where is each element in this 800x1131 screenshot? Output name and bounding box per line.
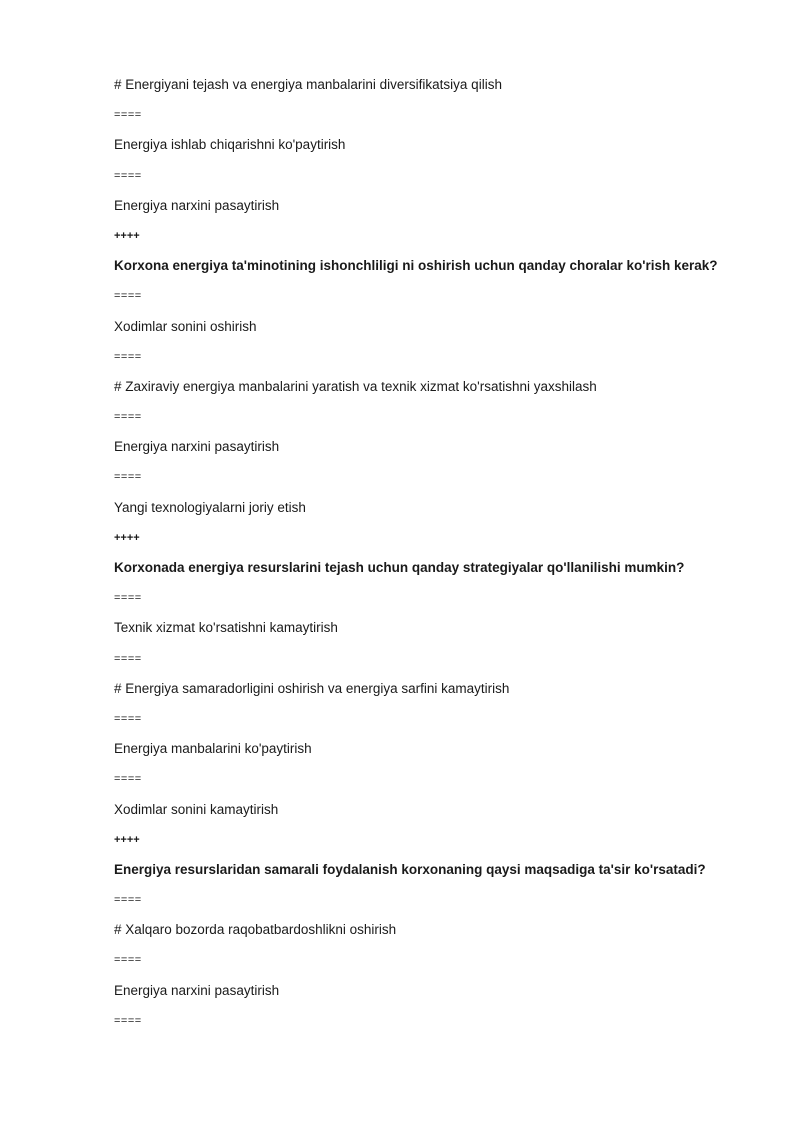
separator-line: ==== [114,169,142,182]
question-delimiter: ++++ [114,229,140,242]
separator-line: ==== [114,592,142,605]
question-text: Korxonada energiya resurslarini tejash uchun qanday strategiyalar qo'llanilishi mumkin? [114,560,685,575]
separator-line: ==== [114,350,142,363]
answer-option: # Energiya samaradorligini oshirish va energiya sarfini kamaytirish [114,680,510,696]
question-delimiter: ++++ [114,833,140,846]
answer-option: # Zaxiraviy energiya manbalarini yaratish va texnik xizmat ko'rsatishni yaxshilash [114,378,597,394]
separator-line: ==== [114,109,142,122]
separator-line: ==== [114,471,142,484]
question-text: Korxona energiya ta'minotining ishonchliligi ni oshirish uchun qanday choralar ko'rish kerak? [114,258,718,274]
separator-line: ==== [114,652,142,665]
separator-line: ==== [114,712,142,725]
answer-option: Texnik xizmat ko'rsatishni kamaytirish [114,620,338,636]
separator-line: ==== [114,411,142,424]
answer-option: # Energiyani tejash va energiya manbalarini diversifikatsiya qilish [114,77,502,92]
answer-option: Yangi texnologiyalarni joriy etish [114,499,306,515]
answer-option: Xodimlar sonini kamaytirish [114,801,279,817]
question-delimiter: ++++ [114,531,140,544]
separator-line: ==== [114,773,142,786]
question-text: Energiya resurslaridan samarali foydalanish korxonaning qaysi maqsadiga ta'sir ko'rsatadi? [114,861,706,877]
answer-option: Energiya narxini pasaytirish [114,197,280,213]
answer-option: Energiya manbalarini ko'paytirish [114,741,312,757]
answer-option: # Xalqaro bozorda raqobatbardoshlikni oshirish [114,922,397,938]
separator-line: ==== [114,894,142,907]
answer-option: Xodimlar sonini oshirish [114,318,257,334]
separator-line: ==== [114,954,142,967]
document-body [114,76,754,1042]
answer-option: Energiya narxini pasaytirish [114,982,280,998]
answer-option: Energiya narxini pasaytirish [114,439,280,455]
separator-line: ==== [114,290,142,303]
answer-option: Energiya ishlab chiqarishni ko'paytirish [114,137,346,153]
separator-line: ==== [114,1014,142,1027]
